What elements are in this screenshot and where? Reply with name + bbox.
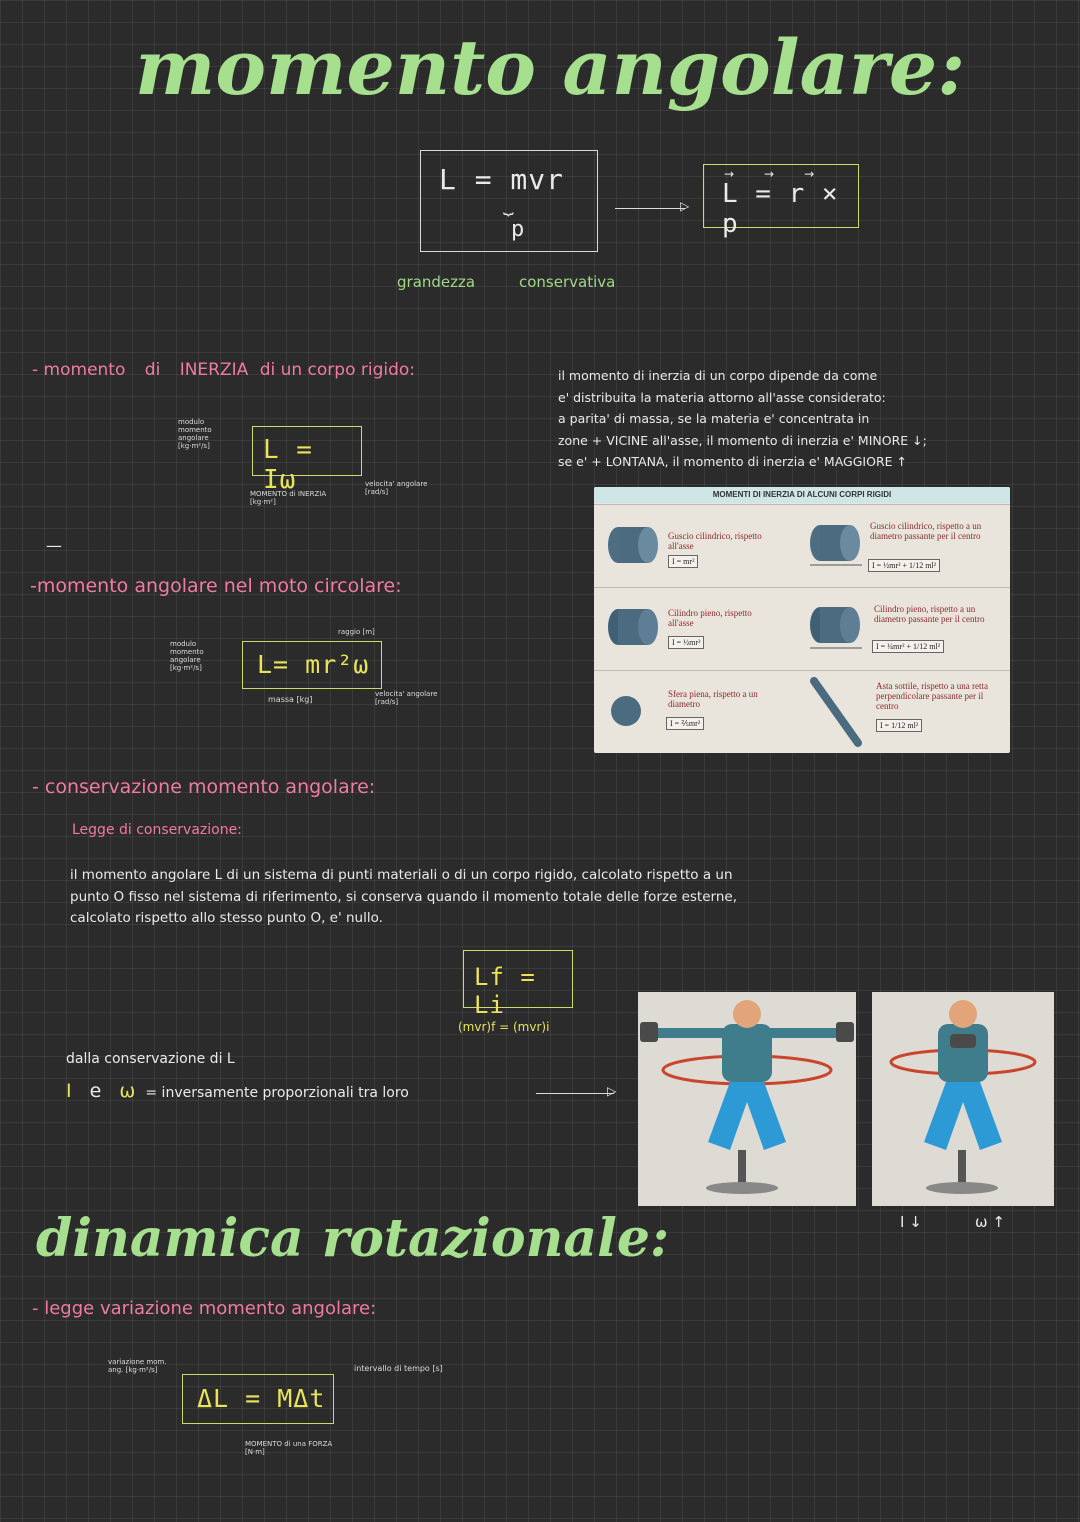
- inertia-desc-line: e' distribuita la materia attorno all'asse considerato:: [558, 389, 886, 405]
- conservation-relation: [66, 1080, 409, 1102]
- table-cell-label: Asta sottile, rispetto a una retta perpendicolare passante per il centro: [876, 681, 988, 711]
- table-cell-label: Sfera piena, rispetto a un diametro: [668, 689, 758, 709]
- inertia-heading-c: INERZIA: [179, 360, 249, 380]
- circular-label-radius: raggio [m]: [338, 628, 375, 636]
- conservation-heading: - conservazione momento angolare:: [32, 776, 376, 798]
- table-cell-label: Guscio cilindrico, rispetto all'asse: [668, 531, 762, 551]
- inertia-formula-box: [252, 426, 362, 495]
- stray-dash: —: [46, 536, 62, 555]
- circular-formula: L= mr²ω: [257, 650, 370, 679]
- inertia-heading: [32, 360, 415, 380]
- dynamics-formula-box: [182, 1374, 334, 1424]
- arrow-head-icon: ▷: [607, 1084, 617, 1098]
- table-cell-label: Cilindro pieno, rispetto all'asse: [668, 608, 752, 628]
- circular-label-velocity: velocita' angolare [rad/s]: [375, 690, 438, 706]
- arrow-line-2: [536, 1093, 614, 1094]
- person-arms-in-photo: [872, 992, 1054, 1206]
- person-arms-in-illustration: [872, 992, 1054, 1206]
- inertia-heading-dash: -: [32, 360, 39, 380]
- inertia-formula: L = Iω: [263, 435, 313, 495]
- table-cell-formula: I = ⅖mr²: [666, 717, 704, 730]
- inertia-desc-line: se e' + LONTANA, il momento di inerzia e' MAGGIORE ↑: [558, 454, 907, 469]
- conservation-from-line: dalla conservazione di L: [66, 1051, 235, 1067]
- inertia-table-photo: [594, 487, 1010, 753]
- inertia-heading-d: di un corpo rigido:: [259, 360, 416, 380]
- circular-formula-box: [242, 641, 382, 689]
- circular-label-mass: massa [kg]: [268, 695, 313, 704]
- dynamics-label-variation: variazione mom. ang. [kg·m²/s]: [108, 1358, 167, 1374]
- relation-text: = inversamente proporzionali tra loro: [145, 1085, 409, 1101]
- table-cell-formula: I = mr²: [668, 555, 698, 568]
- conservation-subheading: Legge di conservazione:: [72, 822, 242, 838]
- formula-p: p: [511, 217, 526, 242]
- inertia-desc-line: il momento di inerzia di un corpo dipende da come: [558, 368, 878, 383]
- table-header: MOMENTI DI INERZIA DI ALCUNI CORPI RIGIDI: [594, 487, 1010, 503]
- relation-e: e: [89, 1080, 102, 1102]
- formula-mvr: L = mvr: [439, 163, 565, 196]
- thin-rod-icon: [806, 675, 866, 749]
- conservation-formula-box: [463, 950, 573, 1019]
- dynamics-formula: ΔL = MΔt: [197, 1384, 326, 1413]
- table-cell-formula: I = ½mr²: [668, 636, 704, 649]
- shell-cylinder-icon: [604, 525, 664, 565]
- person-arms-out-photo: [638, 992, 856, 1206]
- shell-cylinder-diameter-icon: [806, 523, 866, 567]
- inertia-description: [558, 365, 1058, 473]
- caption-i: I ↓: [900, 1213, 922, 1231]
- person-arms-out-illustration: [638, 992, 856, 1206]
- circular-label-modulo: modulo momento angolare [kg·m²/s]: [170, 640, 204, 672]
- table-cell-formula: I = ¼mr² + 1/12 ml²: [872, 640, 944, 653]
- dynamics-label-interval: intervallo di tempo [s]: [354, 1364, 443, 1373]
- inertia-label-modulo: modulo momento angolare [kg·m²/s]: [178, 418, 212, 450]
- caption-w: ω ↑: [975, 1213, 1005, 1231]
- law-line: calcolato rispetto allo stesso punto O, e' nullo.: [70, 910, 383, 926]
- table-row: [594, 670, 1010, 753]
- arrow-line-1: [615, 208, 685, 209]
- dynamics-heading: - legge variazione momento angolare:: [32, 1298, 377, 1319]
- arrow-head-icon: ▷: [680, 199, 690, 213]
- conservative-label-a: grandezza: [397, 273, 476, 291]
- relation-i: I: [66, 1080, 72, 1102]
- table-cell-label: Guscio cilindrico, rispetto a un diametro passante per il centro: [870, 521, 982, 541]
- dynamics-label-moment: MOMENTO di una FORZA [N·m]: [245, 1440, 333, 1456]
- law-line: punto O fisso nel sistema di riferimento, si conserva quando il momento totale delle forze esterne,: [70, 888, 737, 905]
- table-cell-formula: I = ½mr² + 1/12 ml²: [868, 559, 940, 572]
- inertia-heading-b: di: [144, 360, 161, 380]
- table-cell-label: Cilindro pieno, rispetto a un diametro passante per il centro: [874, 604, 985, 624]
- law-line: il momento angolare L di un sistema di punti materiali o di un corpo rigido, calcolato rispetto a un: [70, 867, 733, 883]
- inertia-label-velocity: velocita' angolare [rad/s]: [365, 480, 428, 496]
- inertia-heading-a: momento: [43, 360, 126, 380]
- conservation-law: [70, 865, 1060, 930]
- page-title: momento angolare:: [135, 23, 966, 112]
- conservative-label-b: conservativa: [519, 273, 616, 291]
- inertia-desc-line: zone + VICINE all'asse, il momento di inerzia e' MINORE ↓;: [558, 432, 927, 448]
- inertia-desc-line: a parita' di massa, se la materia e' concentrata in: [558, 411, 870, 426]
- vector-arrows-icon: →→→: [724, 167, 845, 181]
- brace-icon: ⏟: [503, 195, 514, 216]
- table-cell-formula: I = 1/12 ml²: [876, 719, 922, 732]
- inertia-label-inertia: MOMENTO di INERZIA [kg·m²]: [250, 490, 327, 506]
- formula-box-mvr: [420, 150, 598, 252]
- circular-heading: -momento angolare nel moto circolare:: [30, 575, 402, 597]
- conservation-formula-sub: (mvr)f = (mvr)i: [458, 1020, 550, 1034]
- formula-box-vector: [703, 164, 859, 239]
- relation-w: ω: [119, 1080, 136, 1102]
- solid-cylinder-diameter-icon: [806, 604, 866, 650]
- conservation-formula: Lf = Li: [474, 963, 536, 1019]
- table-row: [594, 587, 1010, 670]
- solid-cylinder-icon: [604, 606, 664, 648]
- table-row: [594, 504, 1010, 587]
- formula-vector: L = r × p: [722, 179, 839, 239]
- solid-sphere-icon: [608, 693, 648, 733]
- dynamics-title: dinamica rotazionale:: [36, 1208, 670, 1269]
